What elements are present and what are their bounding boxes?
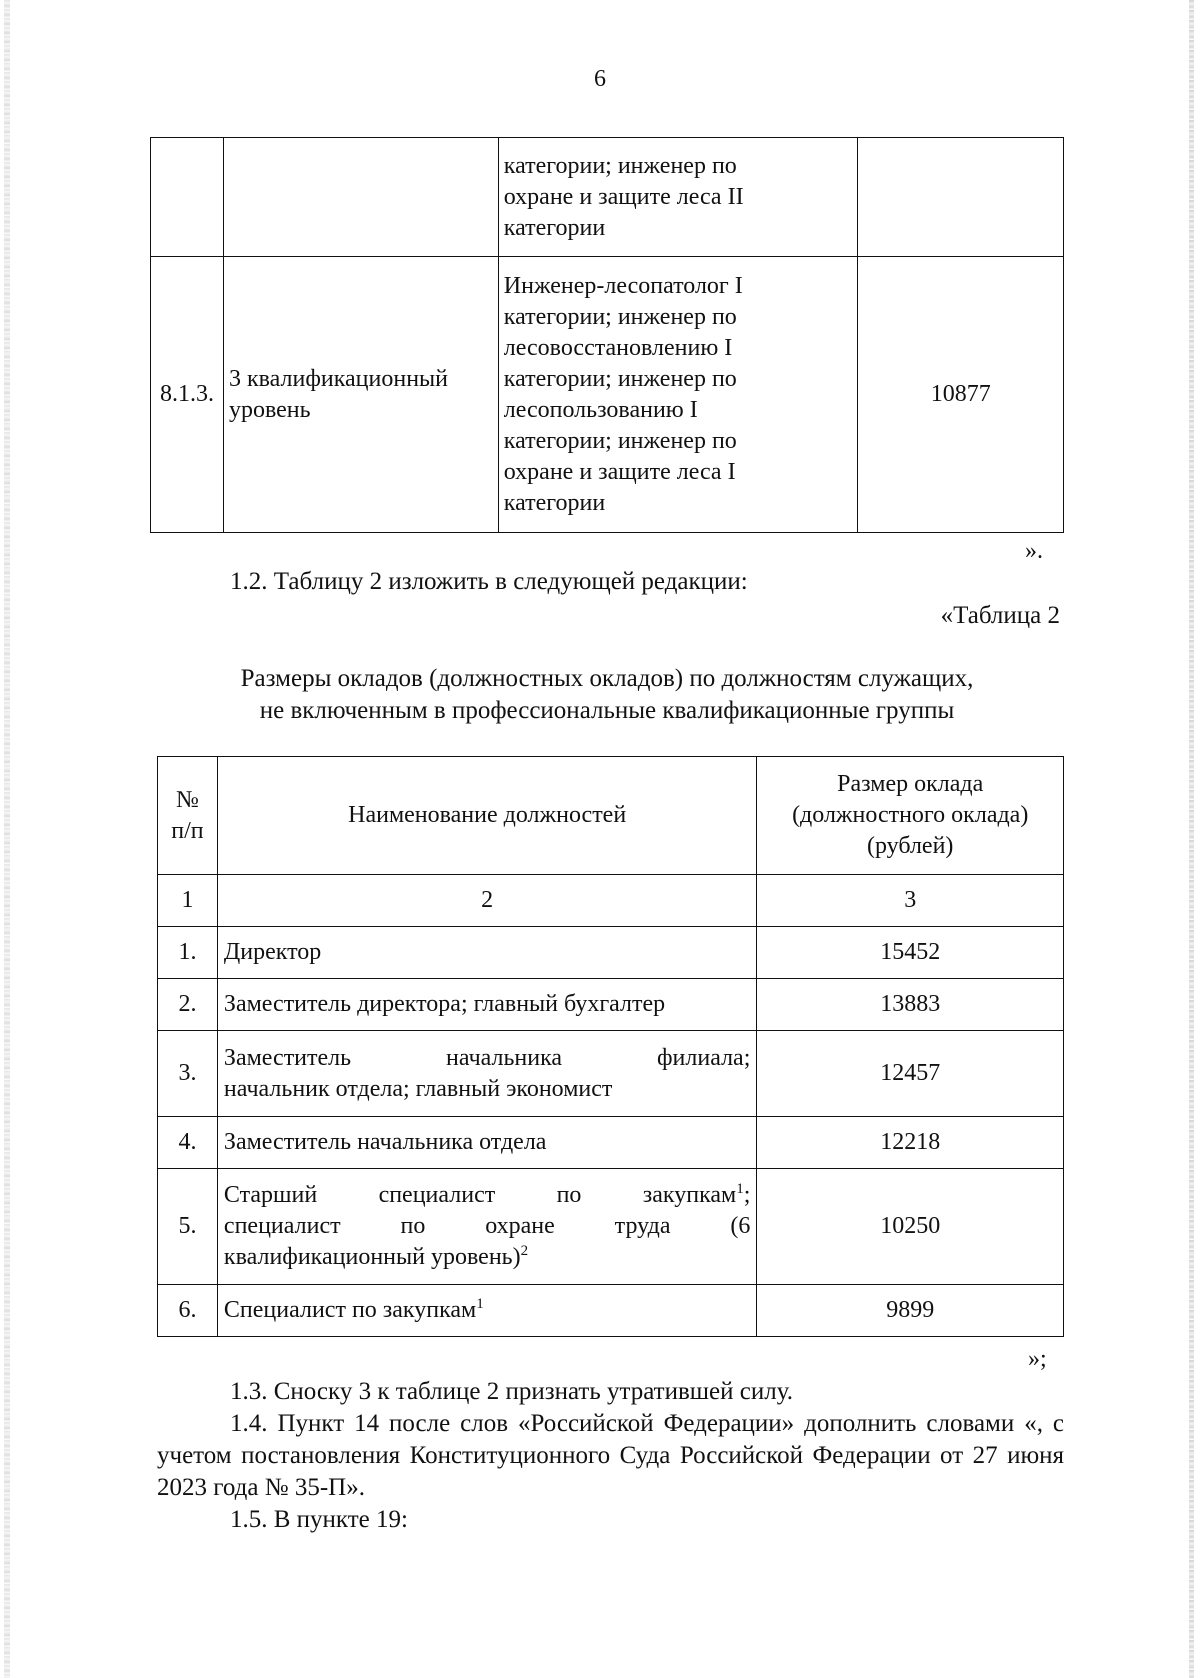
positions-line: категории; инженер по bbox=[503, 427, 737, 454]
positions-line: категории; инженер по bbox=[503, 152, 737, 179]
page-number: 6 bbox=[594, 66, 606, 92]
cell-level bbox=[223, 257, 498, 533]
name-line-justified bbox=[224, 1043, 750, 1074]
cell-num: 1. bbox=[158, 927, 218, 979]
paragraph-1-2: 1.2. Таблицу 2 изложить в следующей редакции: bbox=[230, 568, 748, 595]
table-row bbox=[158, 1117, 1064, 1169]
word: начальника bbox=[446, 1044, 563, 1071]
word: охране bbox=[485, 1213, 555, 1239]
name-line-justified bbox=[224, 1180, 750, 1211]
cell-salary: 9899 bbox=[757, 1285, 1064, 1337]
table-row bbox=[158, 1169, 1064, 1285]
header-salary-line: Размер оклада bbox=[837, 771, 984, 797]
cell-positions bbox=[498, 138, 858, 257]
positions-line: лесопользованию I bbox=[503, 396, 698, 423]
cell-salary bbox=[858, 138, 1064, 257]
cell-name: Заместитель начальника отдела bbox=[217, 1117, 756, 1169]
paragraph-1-4: 1.4. Пункт 14 после слов «Российской Федерации» дополнить словами «, с учетом постановления Конституционного Суда Российской Федерации от 27 июня 2023 года № 35-П». bbox=[157, 1410, 1064, 1501]
footnote-marker: 2 bbox=[520, 1243, 529, 1259]
cell-positions bbox=[498, 257, 858, 533]
paragraph-1-5: 1.5. В пункте 19: bbox=[230, 1506, 408, 1533]
word: специалист bbox=[223, 1213, 341, 1239]
table-row bbox=[151, 138, 1064, 257]
cell-salary: 15452 bbox=[757, 927, 1064, 979]
word-with-footnote bbox=[643, 1180, 751, 1211]
positions-line: категории; инженер по bbox=[503, 303, 737, 330]
level-line: уровень bbox=[228, 396, 311, 423]
word: специалист bbox=[378, 1182, 496, 1208]
footnote-marker: 1 bbox=[736, 1181, 744, 1197]
positions-line: лесовосстановлению I bbox=[503, 334, 733, 361]
table-2-label: «Таблица 2 bbox=[940, 602, 1060, 629]
paragraph-1-3: 1.3. Сноску 3 к таблице 2 признать утратившей силу. bbox=[230, 1378, 793, 1405]
table-row bbox=[158, 1031, 1064, 1117]
scan-edge-left bbox=[4, 0, 10, 1678]
cell-num: 2. bbox=[158, 979, 218, 1031]
header-salary-line: (должностного оклада) bbox=[792, 802, 1029, 828]
header-num-line: п/п bbox=[171, 817, 204, 844]
positions-line: категории bbox=[503, 489, 606, 516]
cell-num: 8.1.3. bbox=[151, 257, 224, 533]
word: по bbox=[556, 1182, 582, 1208]
header-salary-line: (рублей) bbox=[866, 833, 954, 859]
header-num-line: № bbox=[176, 786, 199, 813]
positions-line: категории; инженер по bbox=[503, 365, 737, 392]
positions-line: категории bbox=[503, 214, 606, 241]
name-line-justified bbox=[224, 1211, 750, 1242]
cell-num: 6. bbox=[158, 1285, 218, 1337]
word: труда bbox=[614, 1213, 671, 1239]
table-header-row bbox=[158, 757, 1064, 875]
word: закупкам bbox=[642, 1182, 737, 1208]
positions-line: охране и защите леса I bbox=[503, 458, 736, 485]
word: (6 bbox=[730, 1213, 751, 1239]
caption-line: не включенным в профессиональные квалификационные группы bbox=[259, 697, 955, 724]
table-row bbox=[158, 927, 1064, 979]
word: Старший bbox=[223, 1182, 318, 1208]
cell-salary: 12218 bbox=[757, 1117, 1064, 1169]
cell-name bbox=[217, 1031, 756, 1117]
header-name: Наименование должностей bbox=[217, 757, 756, 875]
table-row bbox=[151, 257, 1064, 533]
table-index-row bbox=[158, 875, 1064, 927]
index-cell: 3 bbox=[757, 875, 1064, 927]
table-row bbox=[158, 979, 1064, 1031]
word: Заместитель bbox=[223, 1044, 352, 1071]
index-cell: 1 bbox=[158, 875, 218, 927]
table-row bbox=[158, 1285, 1064, 1337]
cell-name bbox=[217, 1169, 756, 1285]
positions-line: Инженер-лесопатолог I bbox=[503, 272, 743, 299]
index-cell: 2 bbox=[217, 875, 756, 927]
footnote-marker: 1 bbox=[476, 1296, 484, 1312]
cell-salary: 10877 bbox=[858, 257, 1064, 533]
cell-salary: 10250 bbox=[757, 1169, 1064, 1285]
cell-level bbox=[223, 138, 498, 257]
text: Специалист по закупкам bbox=[223, 1297, 477, 1323]
table-1-continuation bbox=[150, 137, 1064, 533]
cell-num bbox=[151, 138, 224, 257]
cell-salary: 13883 bbox=[757, 979, 1064, 1031]
cell-num: 5. bbox=[158, 1169, 218, 1285]
cell-name bbox=[217, 1285, 756, 1337]
scan-edge-right bbox=[1189, 0, 1194, 1678]
level-line: 3 квалификационный bbox=[228, 365, 448, 392]
table-2 bbox=[157, 756, 1064, 1337]
name-line: начальник отдела; главный экономист bbox=[223, 1075, 613, 1102]
positions-line: охране и защите леса II bbox=[503, 183, 744, 210]
header-num bbox=[158, 757, 218, 875]
name-line bbox=[224, 1242, 750, 1273]
closing-quote-2: »; bbox=[1028, 1346, 1047, 1372]
cell-num: 4. bbox=[158, 1117, 218, 1169]
cell-name: Заместитель директора; главный бухгалтер bbox=[217, 979, 756, 1031]
closing-quote-1: ». bbox=[1025, 538, 1043, 564]
text: квалификационный уровень) bbox=[223, 1244, 521, 1270]
cell-name: Директор bbox=[217, 927, 756, 979]
cell-salary: 12457 bbox=[757, 1031, 1064, 1117]
punctuation: ; bbox=[743, 1182, 751, 1208]
caption-line: Размеры окладов (должностных окладов) по должностям служащих, bbox=[240, 665, 974, 692]
header-salary bbox=[757, 757, 1064, 875]
word: филиала; bbox=[657, 1044, 751, 1071]
table-2-caption bbox=[150, 663, 1064, 727]
cell-num: 3. bbox=[158, 1031, 218, 1117]
word: по bbox=[400, 1213, 426, 1239]
